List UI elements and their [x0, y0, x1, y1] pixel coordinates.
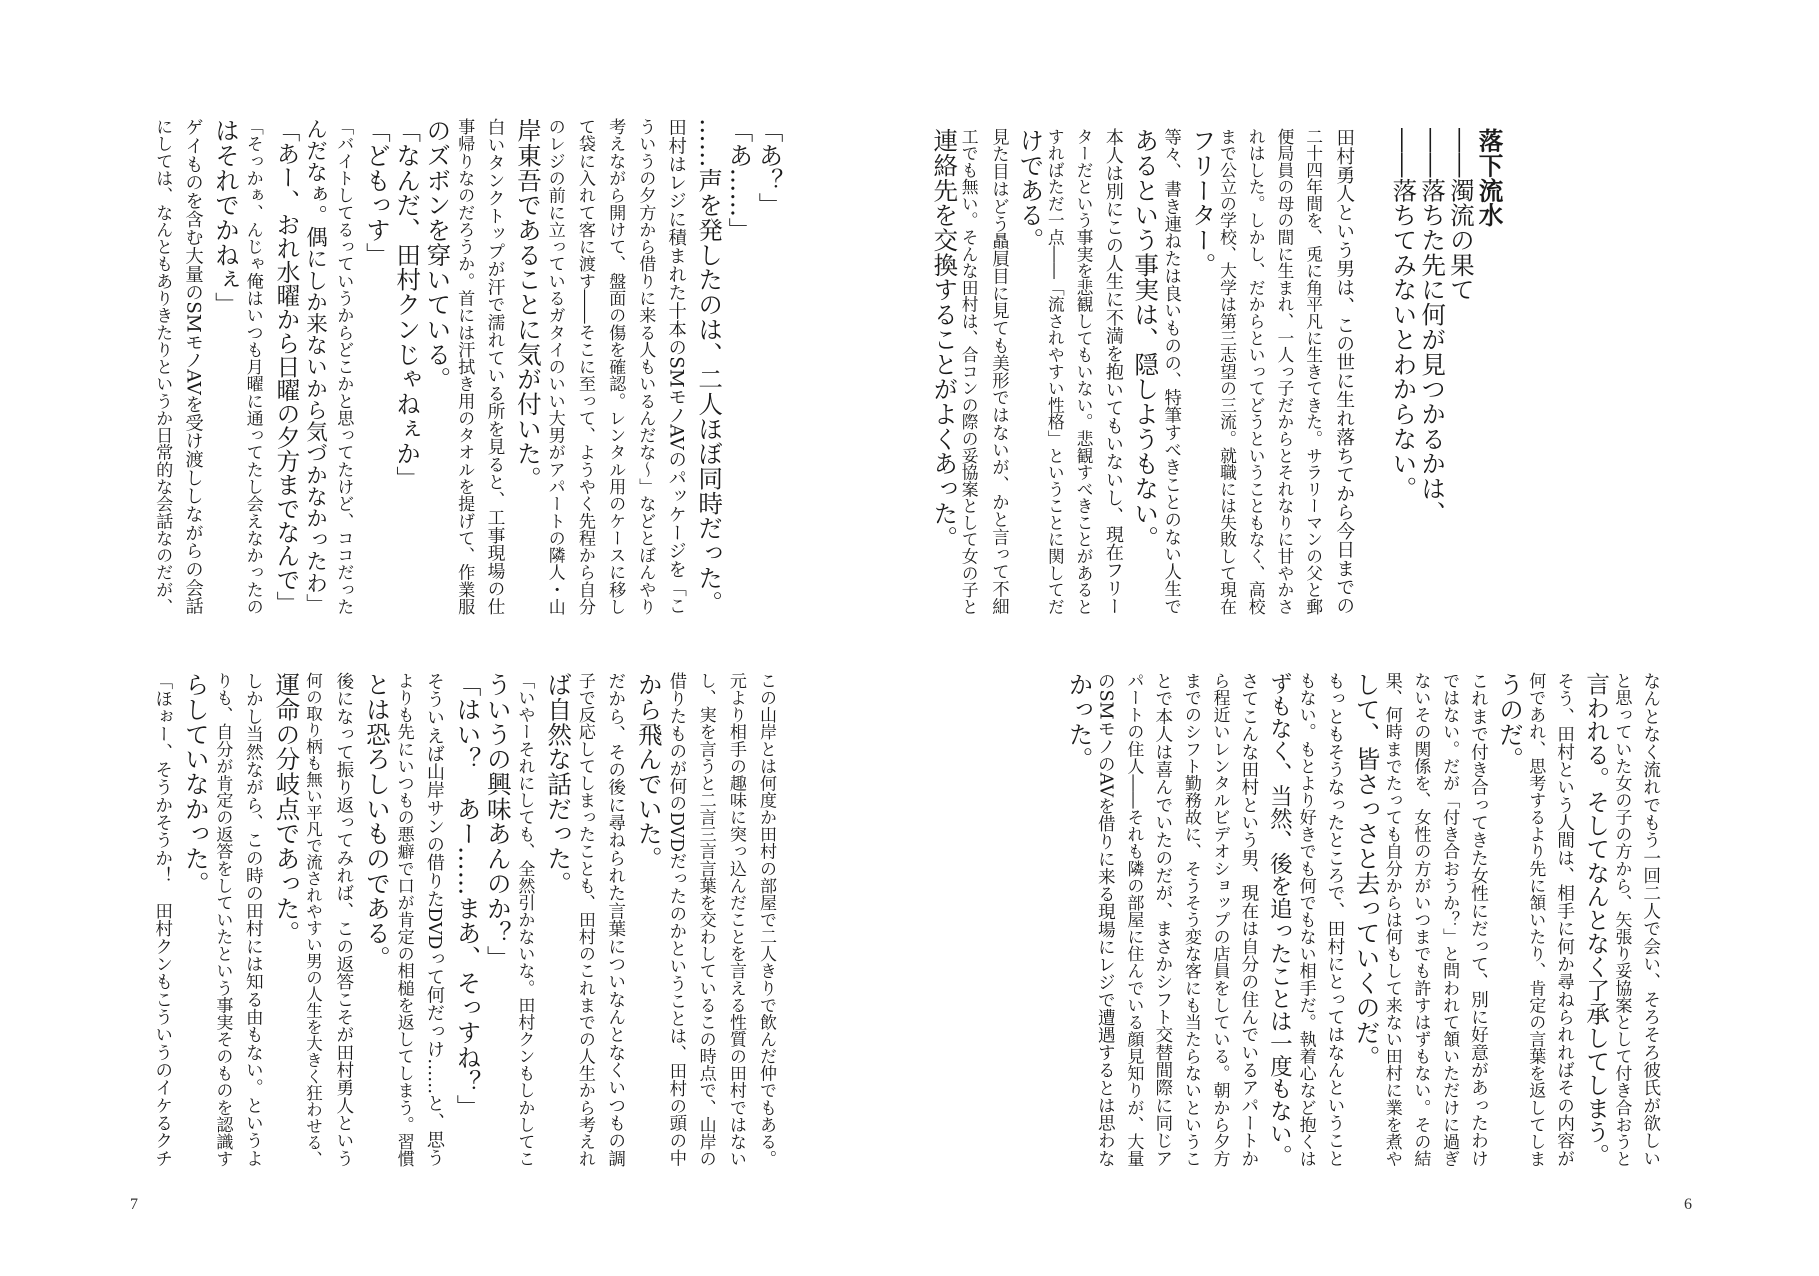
text-column: はそれでかねぇ」 [211, 118, 241, 317]
text-column: んだなぁ。偶にしか来ないから気づかなかったわ」 [302, 118, 328, 616]
text-column: これまで付き合ってきた女性にだって、別に好意があったわけ [1468, 672, 1489, 1168]
text-column: ……声を発したのは、二人ほぼ同時だった。 [695, 118, 725, 615]
text-column: 工でも無い。そんな田村は、合コンの際の妥協案として女の子と [959, 128, 980, 615]
text-column: 「そっかぁ、んじゃ俺はいつも月曜に通ってたし会えなかったの [242, 118, 263, 616]
text-column: さてこんな田村という男、現在は自分の住んでいるアパートか [1238, 672, 1259, 1168]
text-column: あるという事実は、隠しようもない。 [1131, 128, 1161, 551]
text-column: まで公立の学校、大学は第三志望の三流。就職には失敗して現在 [1217, 128, 1238, 615]
text-column: 「あ？」 [755, 118, 785, 218]
text-column: し、実を言うと二言三言言葉を交わしているこの時点で、山岸の [695, 672, 716, 1168]
text-column: れはした。しかし、だからといってどうということもなく、高校 [1246, 128, 1267, 615]
text-column: 「どもっす」 [362, 118, 392, 268]
text-column: までのシフト勤務故に、そうそう変な客にも当たらないというこ [1180, 672, 1201, 1168]
text-column: 元より相手の趣味に突っ込んだことを言える性質の田村ではない [725, 672, 746, 1168]
text-column: ういうの興味あんのか？」 [483, 672, 513, 971]
text-column: ――落ちた先に何が見つかるかは、 [1418, 128, 1448, 526]
text-column: パートの住人――それも隣の部屋に住んでいる顔見知りが、大量 [1123, 672, 1144, 1168]
text-column: ういうの夕方から借りに来る人もいるんだな～」などとぼんやり [635, 118, 656, 616]
text-column: 何の取り柄も無い平凡で流されやすい男の人生を大きく狂わせる、 [303, 672, 323, 1167]
text-column: 「いやーそれにしても、全然引かないな。田村クンもしかしてこ [514, 672, 535, 1168]
text-column: 事帰りなのだろうか。首には汗拭き用のタオルを提げて、作業服 [454, 118, 475, 616]
text-column: 「バイトしてるっていうからどこかと思ってたけど、ココだった [333, 118, 354, 616]
text-column: て袋に入れて客に渡す――そこに至って、ようやく先程から自分 [574, 118, 595, 616]
text-column: けである。 [1016, 128, 1046, 253]
text-column: 落下流水 [1475, 128, 1505, 228]
text-column: うのだ。 [1496, 672, 1526, 772]
text-column: そういえば山岸サンの借りたDVDって何だっけ……と、思う [423, 672, 445, 1167]
text-column: 借りたものが何のDVDだったのかということは、田村の頭の中 [665, 672, 686, 1167]
text-column: かった。 [1065, 672, 1095, 772]
text-column: 連絡先を交換することがよくあった。 [930, 128, 960, 551]
text-column: なんとなく流れでもう一回二人で会い、そろそろ彼氏が欲しい [1640, 672, 1661, 1168]
text-column: ゲイものを含む大量のSMモノAVを受け渡ししながらの会話 [182, 118, 204, 615]
text-column: 何であれ、思考するより先に頷いたり、肯定の言葉を返してしま [1525, 672, 1546, 1168]
text-column: 田村勇人という男は、この世に生れ落ちてから今日までの [1333, 128, 1355, 615]
text-column: ――濁流の果て [1446, 128, 1476, 302]
text-column: フリーター。 [1188, 128, 1218, 278]
text-column: 「ほぉー、そうかそうか！ 田村クンもこういうのイケるクチ [152, 672, 173, 1168]
text-column: りも、自分が肯定の返答をしていたという事実そのものを認識す [212, 672, 233, 1168]
text-column: 運命の分岐点であった。 [272, 672, 302, 946]
text-column: 二十四年間を、兎に角平凡に生きてきた。サラリーマンの父と郵 [1303, 128, 1324, 615]
text-column: 果、何時までたっても自分からは何もして来ない田村に業を煮や [1381, 672, 1402, 1168]
text-column: 本人は別にこの人生に不満を抱いてもいないし、現在フリー [1102, 128, 1124, 616]
text-column: 岸東吾であることに気が付いた。 [513, 118, 543, 491]
text-column: ――落ちてみないとわからない。 [1389, 128, 1419, 501]
page-number-right: 6 [1684, 1196, 1692, 1213]
text-column: だから、その後に尋ねられた言葉についなんとなくいつもの調 [605, 672, 626, 1168]
text-column: のズボンを穿いている。 [423, 118, 453, 392]
text-column: もっともそうなったところで、田村にとってはなんということ [1324, 672, 1345, 1168]
text-column: 見た目はどう贔屓目に見ても美形ではないが、かと言って不細 [988, 128, 1009, 615]
text-column: よりも先にいつもの悪癖で口が肯定の相槌を返してしまう。習慣 [393, 672, 414, 1168]
text-column: 「あー、おれ水曜から日曜の夕方までなんで」 [272, 118, 301, 615]
text-column: 「あ……」 [725, 118, 755, 243]
text-column: 等々、書き連ねたは良いものの、特筆すべきことのない人生で [1160, 128, 1181, 615]
text-column: ターだという事実を悲観してもいない。悲観すべきことがあると [1073, 128, 1094, 615]
text-column: 白いタンクトップが汗で濡れている所を見ると、工事現場の仕 [484, 118, 505, 615]
text-column: から飛んでいた。 [634, 672, 664, 871]
text-column: して、皆さっさと去っていくのだ。 [1352, 672, 1382, 1070]
text-column: とで本人は喜んでいたのだが、まさかシフト交替間際に同じア [1152, 672, 1173, 1168]
text-column: しかし当然ながら、この時の田村には知る由もない。というよ [243, 672, 264, 1168]
text-column: 子で反応してしまったことも、田村のこれまでの人生から考えれ [574, 672, 595, 1168]
text-column: ずもなく、当然、後を追ったことは一度もない。 [1266, 672, 1293, 1167]
text-column: ら程近いレンタルビデオショップの店員をしている。朝から夕方 [1209, 672, 1230, 1168]
text-column: すればただ一点――「流されやすい性格」ということに関してだ [1045, 128, 1066, 615]
text-column: この山岸とは何度か田村の部屋で二人きりで飲んだ仲でもある。 [756, 672, 777, 1168]
text-column: 考えながら開けて、盤面の傷を確認。レンタル用のケースに移し [605, 118, 626, 616]
text-column: ではない。だが「付き合おうか？」と問われて頷いただけに過ぎ [1439, 672, 1460, 1168]
text-column: 言われる。そしてなんとなく了承してしまう。 [1582, 672, 1611, 1167]
text-column: そう、田村という人間は、相手に何か尋ねられればその内容が [1554, 672, 1575, 1168]
page-number-left: 7 [130, 1196, 138, 1213]
text-column: らしていなかった。 [181, 672, 211, 896]
text-column: と思っていた女の子の方から、矢張り妥協案として付き合おうと [1611, 672, 1632, 1168]
text-column: 田村はレジに積まれた十本のSMモノAVのパッケージを「こ [665, 118, 687, 615]
text-column: のレジの前に立っているガタイのいい大男がアパートの隣人・山 [544, 118, 565, 616]
text-column: ないその関係を、女性の方がいつまでも許すはずもない。その結 [1410, 672, 1431, 1168]
text-column: 「なんだ、田村クンじゃねぇか」 [393, 118, 423, 491]
text-column: 後になって振り返ってみれば、この返答こそが田村勇人という [333, 672, 354, 1168]
text-column: にしては、なんともありきたりというか日常的な会話なのだが、 [152, 118, 173, 616]
text-column: 「はい？ あー……まあ、そっすね？」 [453, 672, 483, 1120]
text-column: もない。もとより好きでも何でもない相手だ。執着心など抱くは [1295, 672, 1316, 1168]
text-column: とは恐ろしいものである。 [362, 672, 392, 971]
text-column: のSMモノのAVを借りに来る現場にレジで遭遇するとは思わな [1095, 672, 1116, 1167]
text-column: ば自然な話だった。 [544, 672, 574, 896]
text-column: 便局員の母の間に生まれ、一人っ子だからとそれなりに甘やかさ [1274, 128, 1295, 615]
